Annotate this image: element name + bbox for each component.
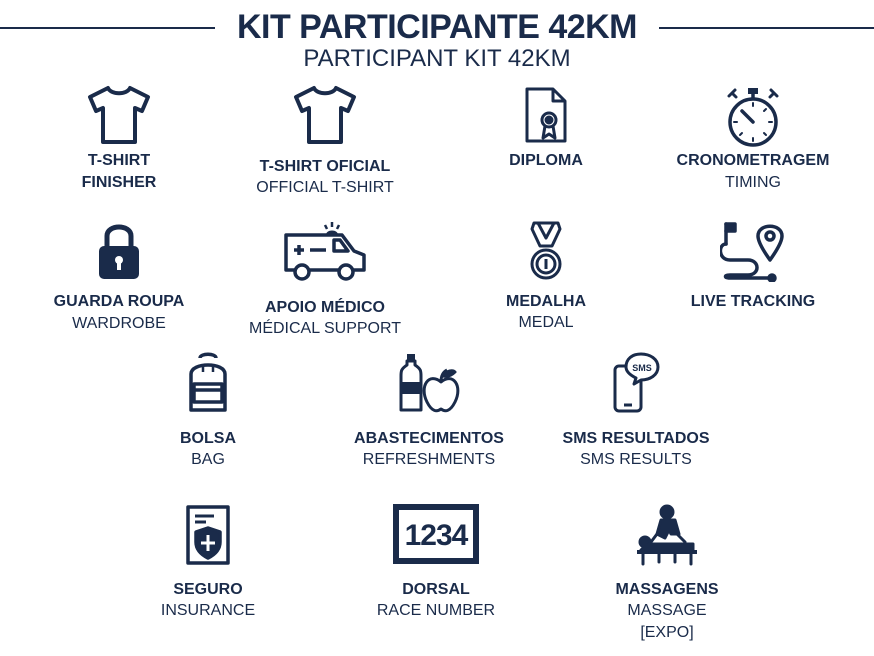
bottle-apple-icon (397, 352, 461, 414)
diploma-icon (523, 86, 569, 144)
item-label: T-SHIRT OFICIAL (259, 158, 391, 175)
item-label: BOLSA (180, 430, 236, 447)
item-sublabel: MEDAL (518, 314, 574, 331)
race-number-text: 1234 (404, 519, 468, 552)
item-label: APOIO MÉDICO (264, 299, 385, 316)
item-label: DIPLOMA (509, 152, 583, 169)
item-sublabel: INSURANCE (160, 602, 256, 619)
kit-item-insurance (108, 504, 308, 624)
item-sublabel-line2: [EXPO] (640, 624, 694, 641)
item-sublabel: WARDROBE (72, 315, 166, 332)
kit-item-bag (108, 352, 308, 472)
ambulance-icon (282, 220, 368, 282)
item-sublabel: BAG (191, 451, 225, 468)
tshirt-icon (86, 84, 152, 146)
item-label: MEDALHA (506, 293, 586, 310)
stopwatch-icon (723, 86, 783, 148)
item-label: CRONOMETRAGEM (676, 152, 830, 169)
sms-phone-icon (612, 352, 660, 414)
kit-item-medal (446, 220, 646, 335)
item-sublabel: MÉDICAL SUPPORT (248, 320, 402, 337)
item-sublabel: SMS RESULTS (580, 451, 692, 468)
item-sublabel: OFFICIAL T-SHIRT (256, 179, 394, 196)
item-label: T-SHIRT (87, 152, 151, 169)
item-label: GUARDA ROUPA (53, 293, 185, 310)
massage-icon (635, 504, 699, 566)
kit-item-refreshments (329, 352, 529, 472)
item-sublabel: TIMING (725, 174, 781, 191)
item-sublabel: REFRESHMENTS (362, 451, 496, 468)
padlock-icon (96, 220, 142, 282)
page-title: KIT PARTICIPANTE 42KM (236, 8, 638, 46)
kit-item-live-tracking (653, 220, 853, 315)
kit-item-diploma (446, 86, 646, 176)
race-number-icon (393, 504, 479, 564)
item-label: MASSAGENS (615, 581, 719, 598)
item-label: SMS RESULTADOS (562, 430, 710, 447)
kit-item-tshirt-finisher (19, 84, 219, 194)
item-sublabel: RACE NUMBER (376, 602, 496, 619)
kit-item-race-number (336, 504, 536, 624)
item-label: LIVE TRACKING (690, 293, 816, 310)
item-label: ABASTECIMENTOS (354, 430, 504, 447)
kit-item-tshirt-official (225, 84, 425, 199)
item-label-line2: FINISHER (81, 174, 157, 191)
route-pin-icon (720, 220, 786, 282)
sms-bubble-text: SMS (632, 363, 652, 373)
item-label: DORSAL (402, 581, 470, 598)
page-subtitle: PARTICIPANT KIT 42KM (303, 45, 571, 72)
item-label: SEGURO (173, 581, 243, 598)
kit-item-medical-support (225, 220, 425, 340)
kit-item-wardrobe (19, 220, 219, 335)
item-sublabel: MASSAGE (627, 602, 707, 619)
kit-item-timing (653, 86, 853, 196)
backpack-icon (186, 352, 230, 414)
tshirt-icon (292, 84, 358, 146)
kit-item-massage (567, 504, 767, 646)
kit-item-sms-results (536, 352, 736, 472)
medal-icon (526, 220, 566, 282)
insurance-shield-icon (184, 504, 232, 566)
